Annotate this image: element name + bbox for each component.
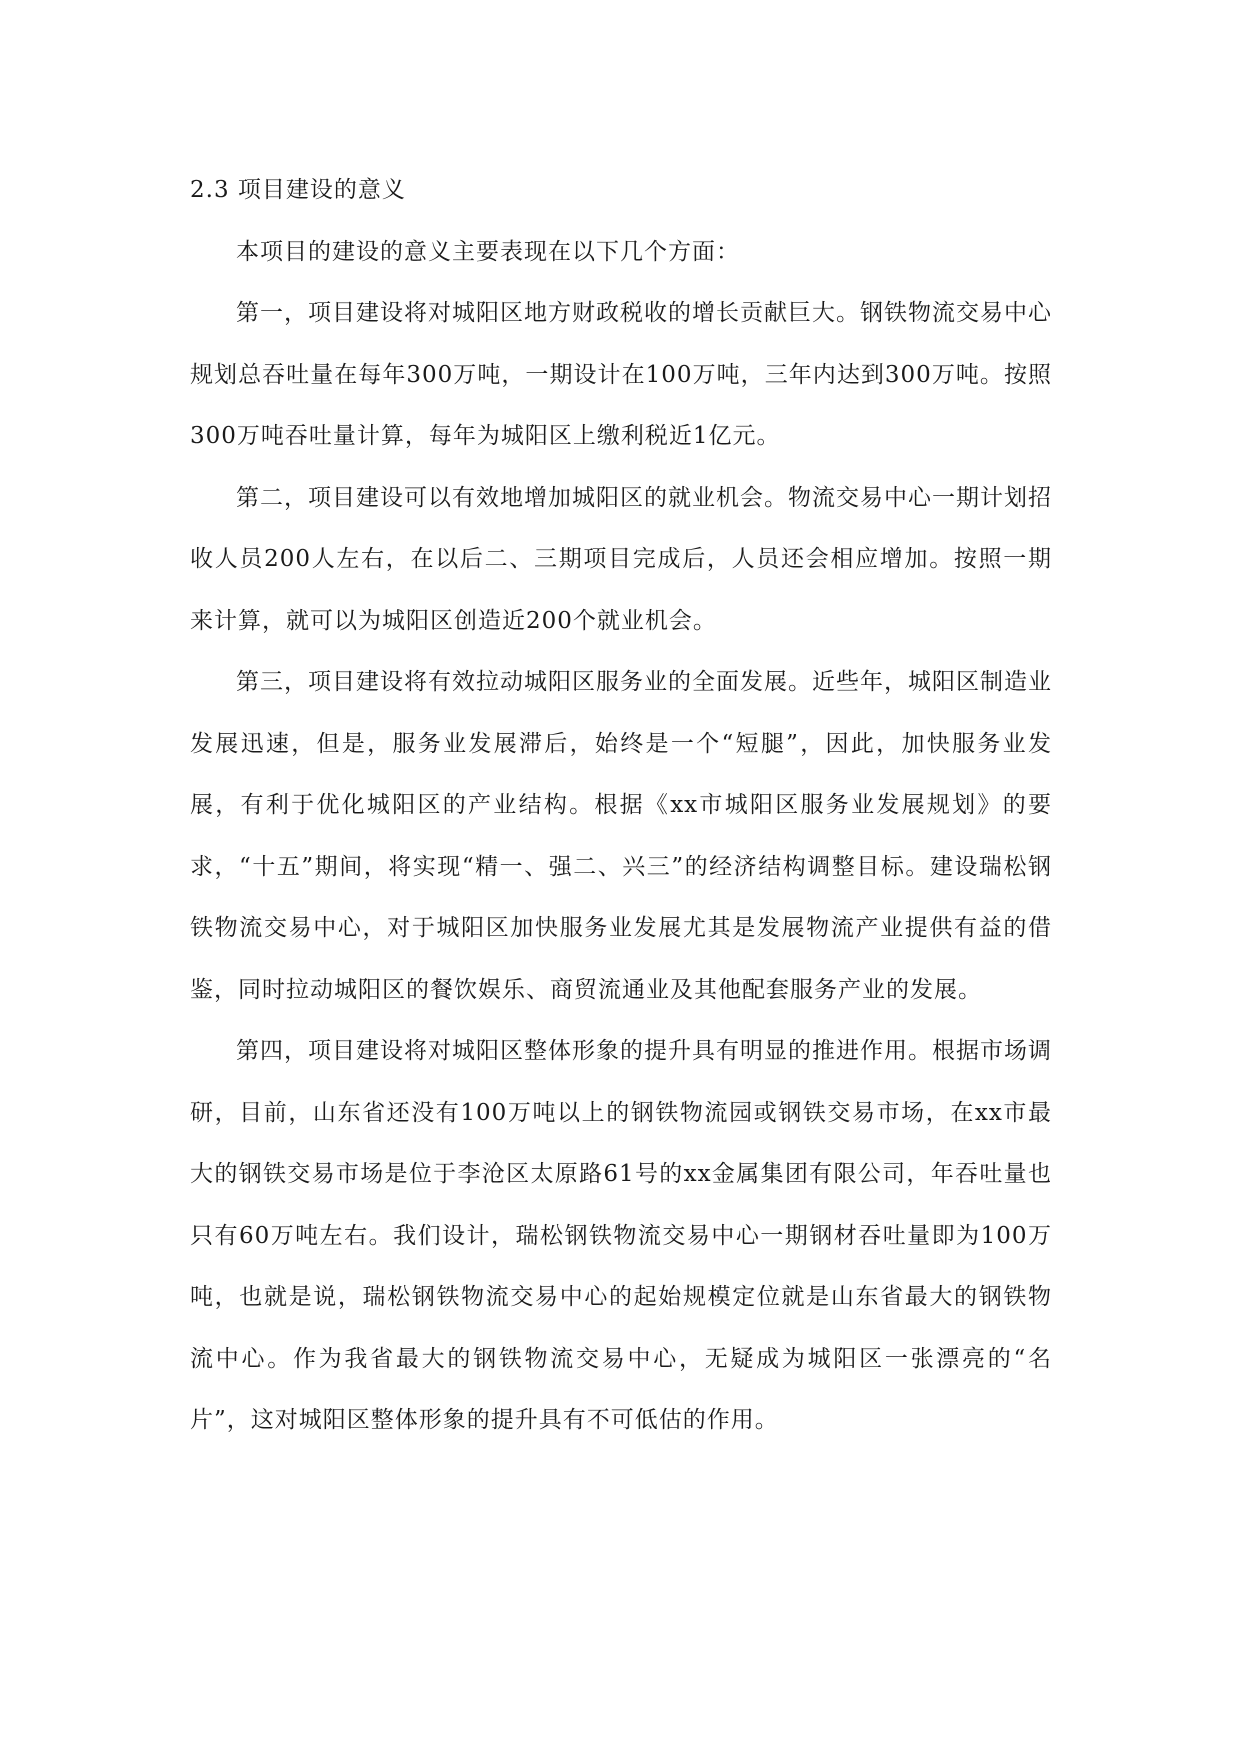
paragraph-fourth-point: 第四，项目建设将对城阳区整体形象的提升具有明显的推进作用。根据市场调研，目前，山东省还没有100万吨以上的钢铁物流园或钢铁交易市场，在xx市最大的钢铁交易市场是位于李沧区太原路61号的xx金属集团有限公司，年吞吐量也只有60万吨左右。我们设计，瑞松钢铁物流交易中心一期钢材吞吐量即为100万吨，也就是说，瑞松钢铁物流交易中心的起始规模定位就是山东省最大的钢铁物流中心。作为我省最大的钢铁物流交易中心，无疑成为城阳区一张漂亮的“名片”，这对城阳区整体形象的提升具有不可低估的作用。 [190, 1038, 1052, 1433]
document-body [190, 160, 1052, 1452]
paragraph-third-point: 第三，项目建设将有效拉动城阳区服务业的全面发展。近些年，城阳区制造业发展迅速，但是，服务业发展滞后，始终是一个“短腿”，因此，加快服务业发展，有利于优化城阳区的产业结构。根据《xx市城阳区服务业发展规划》的要求，“十五”期间，将实现“精一、强二、兴三”的经济结构调整目标。建设瑞松钢铁物流交易中心，对于城阳区加快服务业发展尤其是发展物流产业提供有益的借鉴，同时拉动城阳区的餐饮娱乐、商贸流通业及其他配套服务产业的发展。 [190, 669, 1052, 1003]
paragraph-intro: 本项目的建设的意义主要表现在以下几个方面： [236, 238, 740, 265]
paragraph-first-point: 第一，项目建设将对城阳区地方财政税收的增长贡献巨大。钢铁物流交易中心规划总吞吐量在每年300万吨，一期设计在100万吨，三年内达到300万吨。按照300万吨吞吐量计算，每年为城阳区上缴利税近1亿元。 [190, 300, 1052, 449]
paragraph-second-point: 第二，项目建设可以有效地增加城阳区的就业机会。物流交易中心一期计划招收人员200人左右，在以后二、三期项目完成后，人员还会相应增加。按照一期来计算，就可以为城阳区创造近200个就业机会。 [190, 484, 1052, 634]
section-heading: 2.3 项目建设的意义 [190, 177, 406, 203]
